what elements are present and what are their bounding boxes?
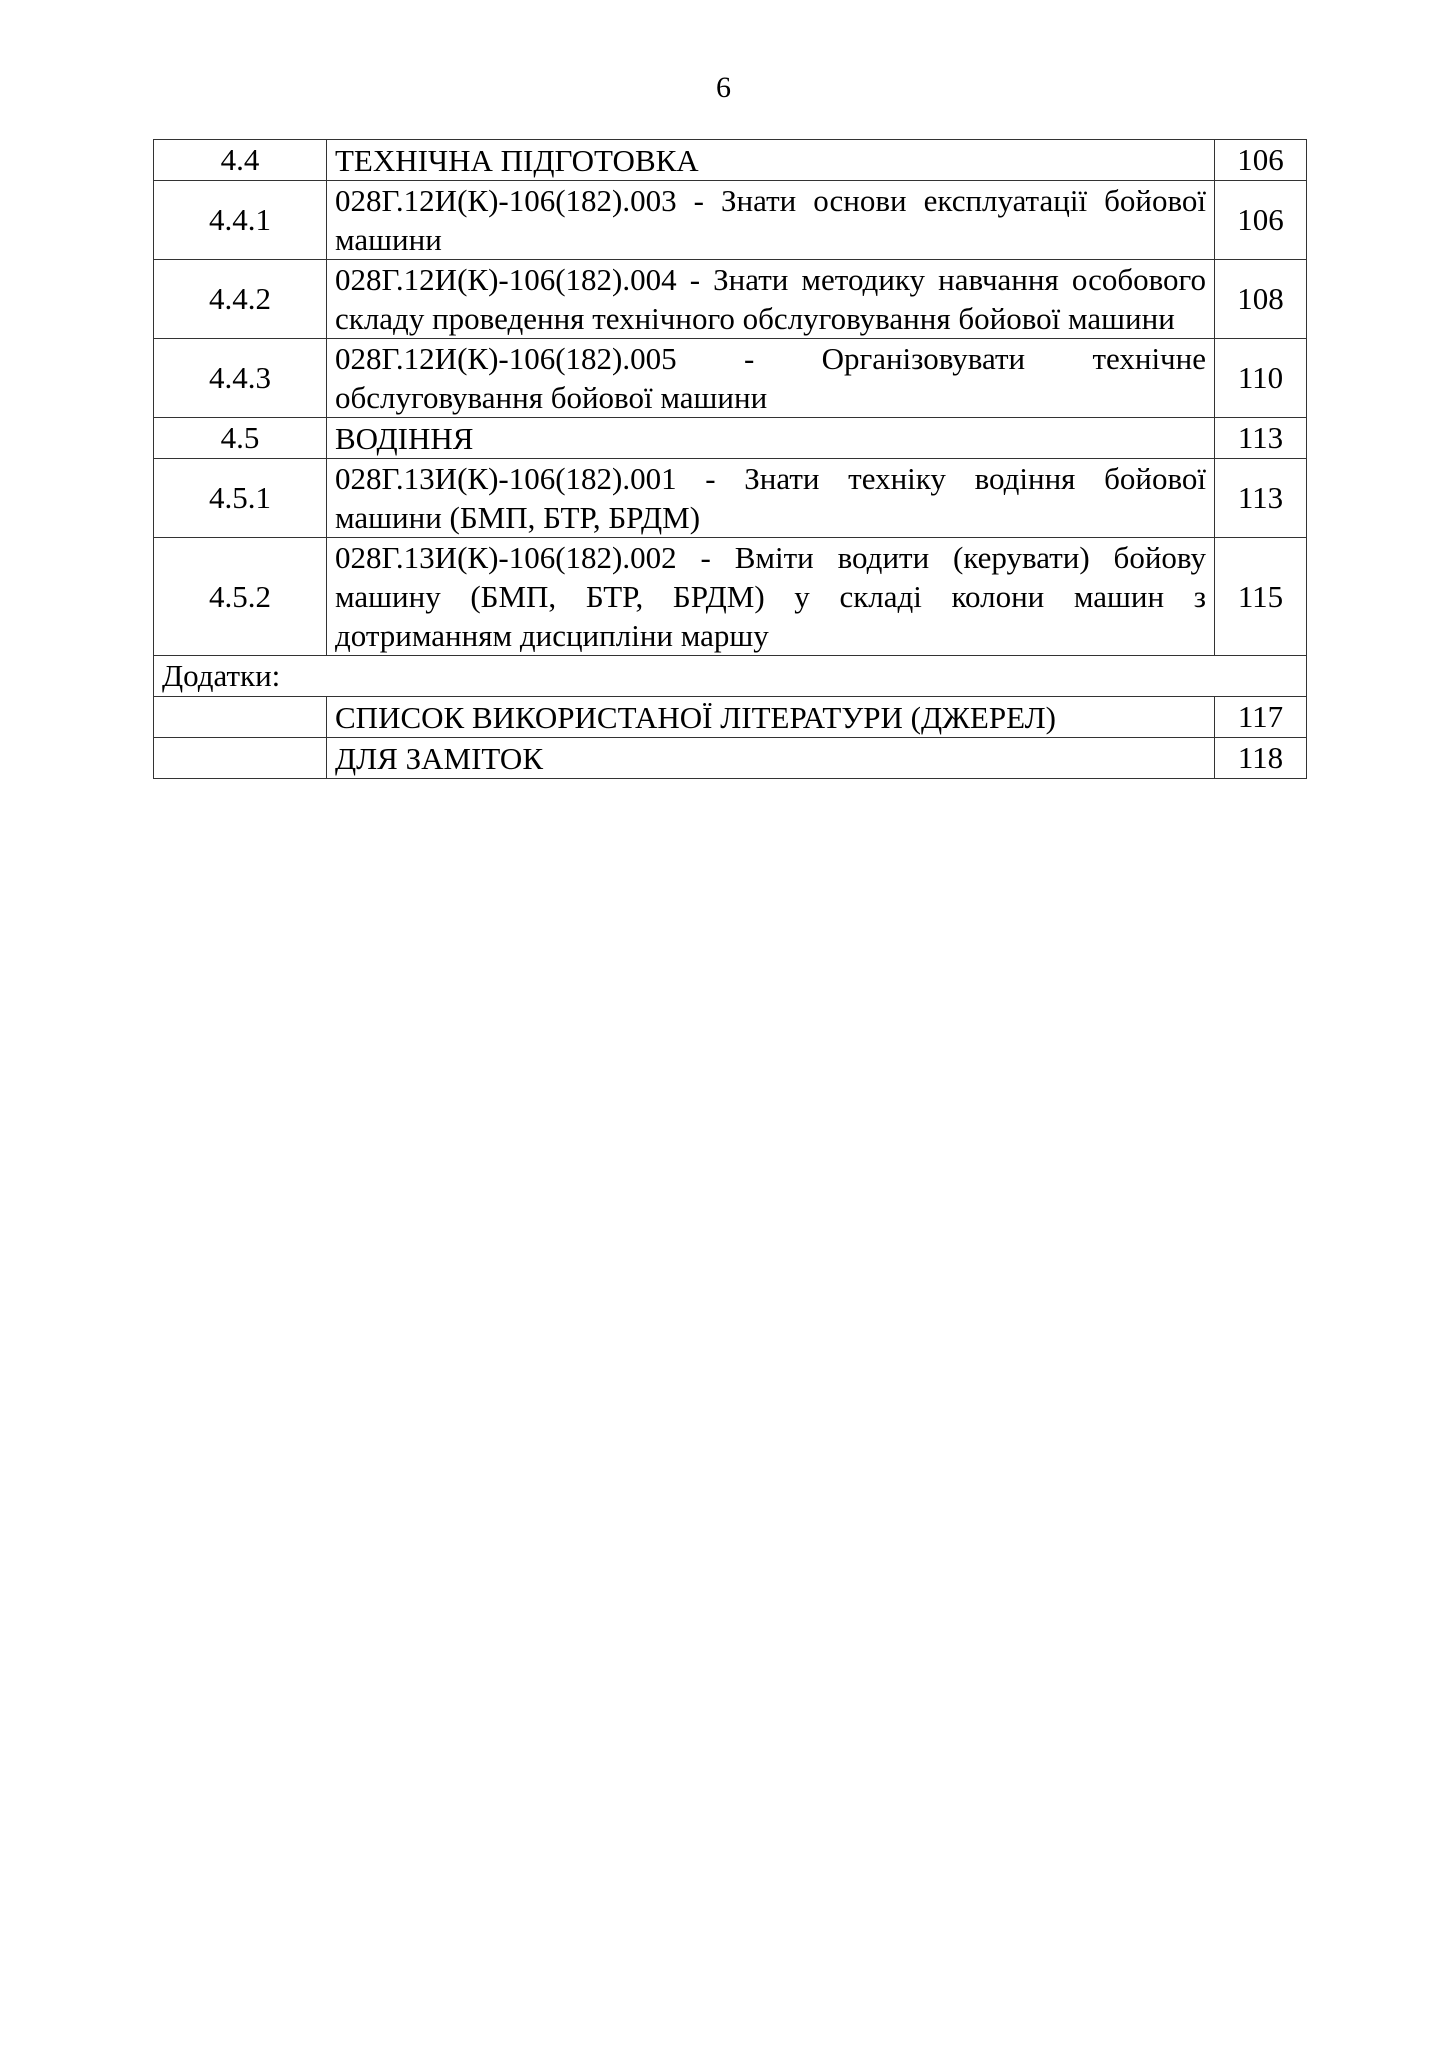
section-title: 028Г.13И(К)-106(182).001 - Знати техніку водіння бойової машини (БМП, БТР, БРДМ) xyxy=(327,459,1215,538)
section-title: 028Г.12И(К)-106(182).004 - Знати методику навчання особового складу проведення технічного обслуговування бойової машини xyxy=(327,260,1215,339)
section-number: 4.4 xyxy=(154,140,327,181)
section-number xyxy=(154,697,327,738)
page-ref: 118 xyxy=(1215,738,1307,779)
section-title: 028Г.12И(К)-106(182).003 - Знати основи експлуатації бойової машини xyxy=(327,181,1215,260)
page-ref: 117 xyxy=(1215,697,1307,738)
page-ref: 108 xyxy=(1215,260,1307,339)
toc-row-4-4-1 xyxy=(154,181,1307,260)
toc-row-4-4 xyxy=(154,140,1307,181)
toc-row-4-4-2 xyxy=(154,260,1307,339)
toc-row-4-4-3 xyxy=(154,339,1307,418)
section-number xyxy=(154,738,327,779)
section-number: 4.4.1 xyxy=(154,181,327,260)
section-number: 4.5 xyxy=(154,418,327,459)
section-title: ВОДІННЯ xyxy=(327,418,1215,459)
toc-row-references xyxy=(154,697,1307,738)
toc-row-appendix-header xyxy=(154,656,1307,697)
section-title: СПИСОК ВИКОРИСТАНОЇ ЛІТЕРАТУРИ (ДЖЕРЕЛ) xyxy=(327,697,1215,738)
page-ref: 113 xyxy=(1215,418,1307,459)
section-number: 4.5.1 xyxy=(154,459,327,538)
page-ref: 110 xyxy=(1215,339,1307,418)
page-ref: 115 xyxy=(1215,538,1307,656)
section-number: 4.4.2 xyxy=(154,260,327,339)
appendix-label: Додатки: xyxy=(154,656,1307,697)
toc-row-notes xyxy=(154,738,1307,779)
section-title: 028Г.12И(К)-106(182).005 - Організовувати технічне обслуговування бойової машини xyxy=(327,339,1215,418)
page-number: 6 xyxy=(716,71,731,104)
page-ref: 106 xyxy=(1215,140,1307,181)
toc-row-4-5-2 xyxy=(154,538,1307,656)
section-title: 028Г.13И(К)-106(182).002 - Вміти водити (керувати) бойову машину (БМП, БТР, БРДМ) у складі колони машин з дотриманням дисципліни маршу xyxy=(327,538,1215,656)
section-number: 4.5.2 xyxy=(154,538,327,656)
table-of-contents xyxy=(153,139,1307,779)
page-ref: 106 xyxy=(1215,181,1307,260)
section-title: ДЛЯ ЗАМІТОК xyxy=(327,738,1215,779)
page-ref: 113 xyxy=(1215,459,1307,538)
toc-row-4-5-1 xyxy=(154,459,1307,538)
section-number: 4.4.3 xyxy=(154,339,327,418)
toc-row-4-5 xyxy=(154,418,1307,459)
section-title: ТЕХНІЧНА ПІДГОТОВКА xyxy=(327,140,1215,181)
